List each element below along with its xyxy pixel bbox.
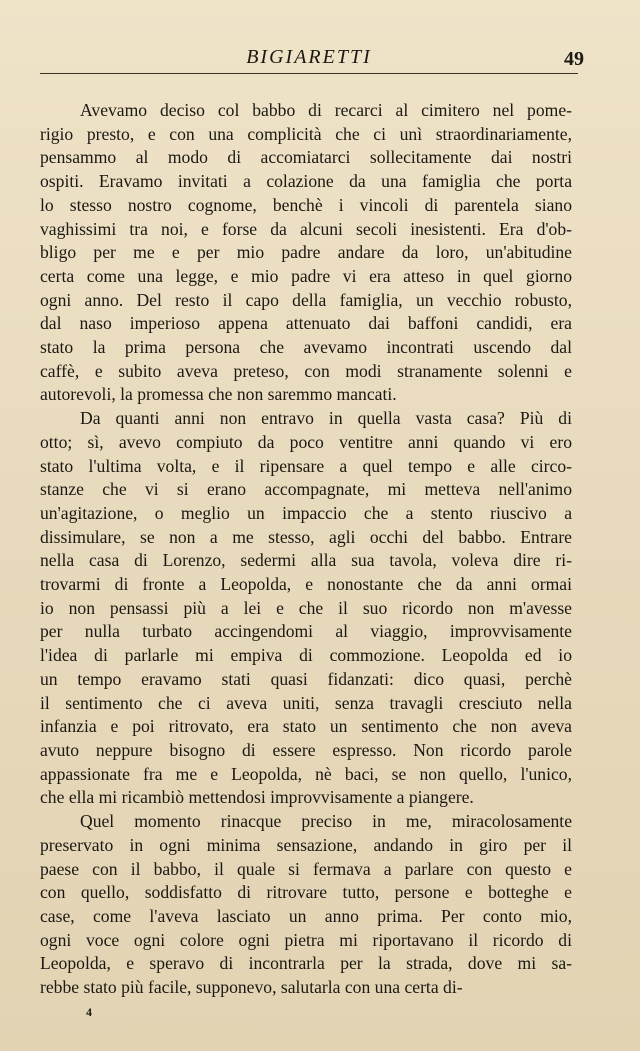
text-line: paese con il babbo, il quale si fermava a parlare con questo e (40, 858, 572, 879)
text-line: per nulla turbato accingendomi al viaggio, improvvisamente (40, 621, 572, 642)
text-line: ogni voce ogni colore ogni pietra mi riportavano il ricordo di (40, 929, 572, 950)
text-line: Quel momento rinacque preciso in me, miracolosamente (80, 811, 572, 832)
text-line: stato l'ultima volta, e il ripensare a quel tempo e alle circo- (40, 455, 572, 476)
text-line: rebbe stato più facile, supponevo, salutarla con una certa di- (40, 977, 463, 998)
text-line: case, come l'aveva lasciato un anno prima. Per conto mio, (40, 905, 572, 926)
header-rule (40, 73, 578, 74)
running-head (40, 44, 584, 72)
text-line: Leopolda, e speravo di incontrarla per la strada, dove mi sa- (40, 953, 572, 974)
text-line: Avevamo deciso col babbo di recarci al cimitero nel pome- (80, 100, 572, 120)
text-line: stanze che vi si erano accompagnate, mi metteva nell'animo (40, 479, 572, 500)
text-line: che ella mi ricambiò mettendosi improvvisamente a piangere. (40, 787, 474, 808)
text-line: ospiti. Eravamo invitati a colazione da una famiglia che porta (40, 171, 572, 192)
text-line: dal naso imperioso appena attenuato dai baffoni candidi, era (40, 313, 572, 334)
text-line: certa come una legge, e mio padre vi era atteso in quel giorno (40, 265, 572, 286)
text-line: con quello, soddisfatto di ritrovare tutto, persone e botteghe e (40, 882, 572, 903)
text-line: l'idea di parlarle mi empiva di commozione. Leopolda ed io (40, 645, 572, 666)
text-line: preservato in ogni minima sensazione, andando in giro per il (40, 834, 572, 855)
text-line: un tempo eravamo stati quasi fidanzati: dico quasi, perchè (40, 668, 572, 689)
text-line: trovarmi di fronte a Leopolda, e nonostante che da anni ormai (40, 574, 572, 595)
text-line: nella casa di Lorenzo, sedermi alla sua tavola, voleva dire ri- (40, 550, 572, 571)
text-line: un'agitazione, o meglio un impaccio che a stento riuscivo a (40, 502, 572, 523)
header-title: BIGIARETTI (246, 46, 372, 68)
text-line: pensammo al modo di accomiatarci sollecitamente dai nostri (40, 147, 572, 168)
text-line: caffè, e subito aveva preteso, con modi stranamente solenni e (40, 360, 572, 381)
body-text (40, 99, 572, 1000)
text-line: appassionate fra me e Leopolda, nè baci, se non quello, l'unico, (40, 763, 572, 784)
text-line: infanzia e poi ritrovato, era stato un sentimento che non aveva (40, 716, 572, 737)
text-line: io non pensassi più a lei e che il suo ricordo non m'avesse (40, 597, 572, 618)
text-line: avuto neppure bisogno di essere espresso. Non ricordo parole (40, 739, 572, 760)
text-line: stato la prima persona che avevamo incontrati uscendo dal (40, 337, 572, 358)
text-line: otto; sì, avevo compiuto da poco ventitre anni quando vi ero (40, 431, 572, 452)
text-line: bligo per me e per mio padre andare da loro, un'abitudine (40, 242, 572, 263)
signature-mark: 4 (86, 1005, 92, 1019)
text-line: ogni anno. Del resto il capo della famiglia, un vecchio robusto, (40, 289, 572, 310)
text-line: rigio presto, e con una complicità che ci unì straordinariamente, (40, 123, 572, 144)
text-line: lo stesso nostro cognome, benchè i vincoli di parentela siano (40, 194, 572, 215)
text-line: Da quanti anni non entravo in quella vasta casa? Più di (80, 408, 572, 429)
text-line: il sentimento che ci aveva uniti, senza travagli cresciuto nella (40, 692, 572, 713)
text-line: autorevoli, la promessa che non saremmo mancati. (40, 384, 397, 405)
text-line: vaghissimi tra noi, e forse da alcuni secoli inesistenti. Era d'ob- (40, 218, 572, 239)
text-line: dissimulare, se non a me stesso, agli occhi del babbo. Entrare (40, 526, 572, 547)
page-number: 49 (564, 48, 584, 70)
